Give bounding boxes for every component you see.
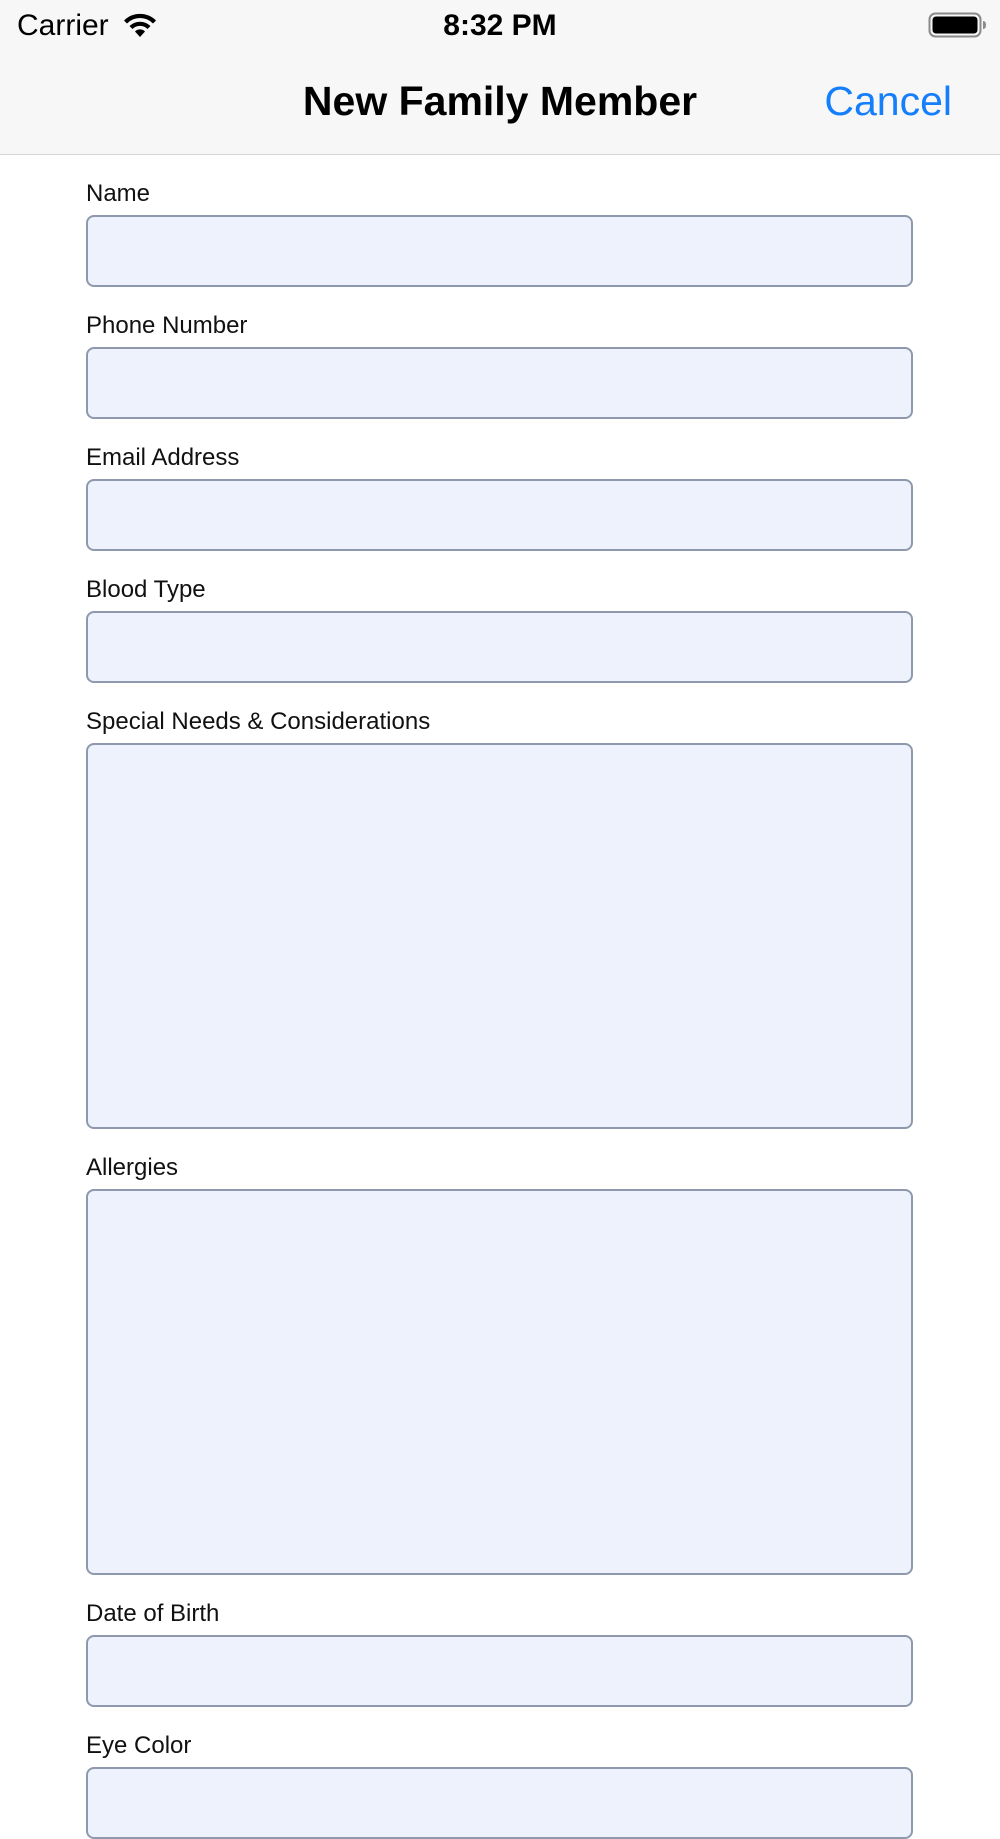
navigation-bar [0, 50, 1000, 155]
carrier-label: Carrier [17, 9, 109, 42]
phone-number-label: Phone Number [86, 312, 248, 339]
date-of-birth-label: Date of Birth [86, 1600, 220, 1627]
allergies-label: Allergies [86, 1154, 179, 1181]
eye-color-label: Eye Color [86, 1732, 192, 1759]
family-member-form [86, 155, 913, 1839]
cancel-button[interactable]: Cancel [824, 78, 952, 124]
page-title: New Family Member [302, 78, 698, 124]
battery-icon [928, 10, 988, 40]
email-address-label: Email Address [86, 444, 240, 471]
email-address-field[interactable] [86, 479, 913, 551]
name-label: Name [86, 180, 151, 207]
blood-type-field[interactable] [86, 611, 913, 683]
status-bar [0, 0, 1000, 50]
status-time: 8:32 PM [443, 9, 557, 42]
name-field[interactable] [86, 215, 913, 287]
date-of-birth-field[interactable] [86, 1635, 913, 1707]
allergies-textarea[interactable] [86, 1189, 913, 1575]
special-needs-label: Special Needs & Considerations [86, 708, 431, 735]
special-needs-textarea[interactable] [86, 743, 913, 1129]
phone-number-field[interactable] [86, 347, 913, 419]
blood-type-label: Blood Type [86, 576, 206, 603]
